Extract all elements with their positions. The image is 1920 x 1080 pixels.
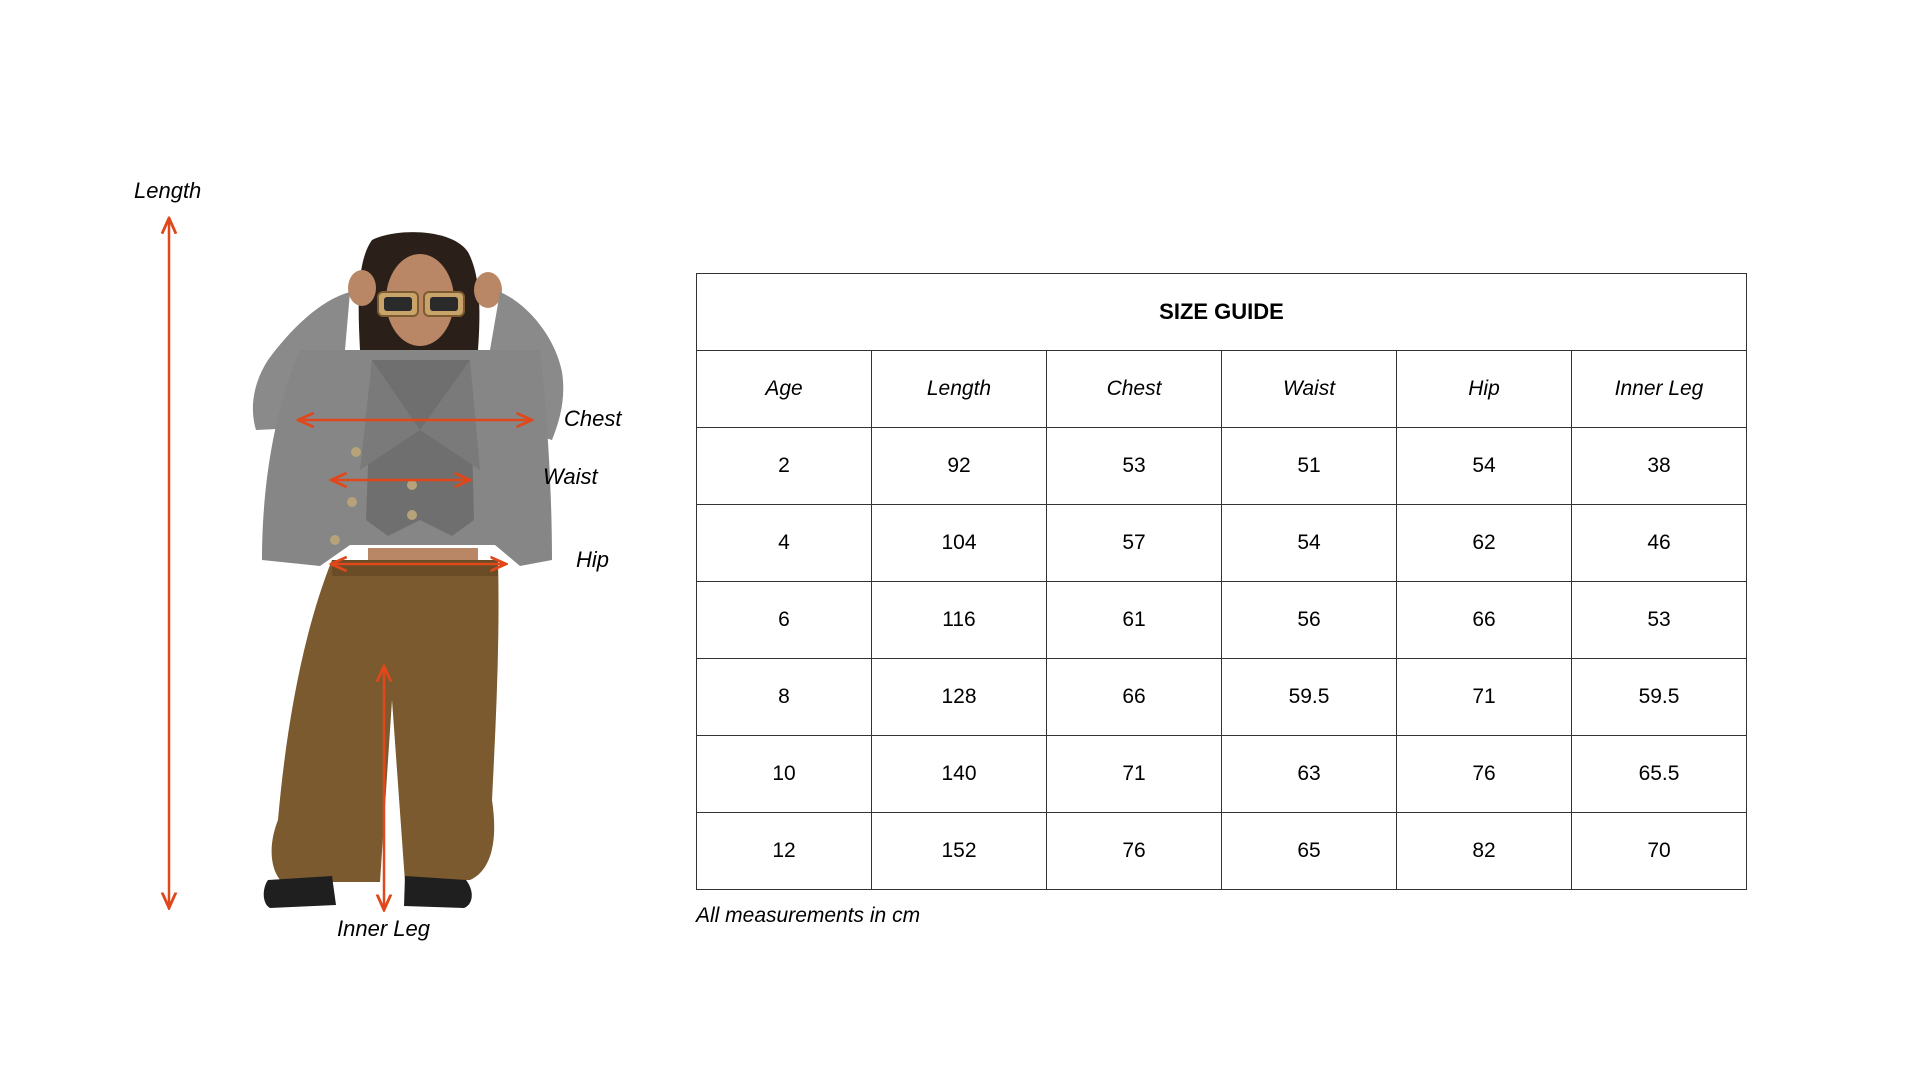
table-row [697,428,1747,505]
table-cell: 53 [1572,582,1747,659]
table-row [697,813,1747,890]
table-cell: 4 [697,505,872,582]
table-cell: 76 [1047,813,1222,890]
table-cell: 63 [1222,736,1397,813]
table-cell: 54 [1222,505,1397,582]
table-row [697,736,1747,813]
table-cell: 116 [872,582,1047,659]
measurement-figure [0,0,680,1080]
table-cell: 53 [1047,428,1222,505]
table-cell: 54 [1397,428,1572,505]
table-cell: 6 [697,582,872,659]
table-cell: 71 [1397,659,1572,736]
header-age: Age [697,351,872,428]
table-cell: 104 [872,505,1047,582]
header-row [697,351,1747,428]
table-cell: 62 [1397,505,1572,582]
table-cell: 38 [1572,428,1747,505]
table-cell: 59.5 [1222,659,1397,736]
table-row [697,582,1747,659]
measurement-footnote: All measurements in cm [696,904,921,927]
header-waist: Waist [1222,351,1397,428]
header-chest: Chest [1047,351,1222,428]
table-cell: 66 [1397,582,1572,659]
table-cell: 10 [697,736,872,813]
table-cell: 56 [1222,582,1397,659]
chest-label: Chest [564,406,622,431]
table-cell: 70 [1572,813,1747,890]
title-row [697,274,1747,351]
length-label: Length [134,178,202,203]
waist-label: Waist [543,464,598,489]
size-guide-title: SIZE GUIDE [697,274,1747,351]
header-inner-leg: Inner Leg [1572,351,1747,428]
table-cell: 59.5 [1572,659,1747,736]
table-cell: 65.5 [1572,736,1747,813]
inner-leg-label: Inner Leg [337,916,430,941]
table-cell: 57 [1047,505,1222,582]
table-cell: 76 [1397,736,1572,813]
table-cell: 152 [872,813,1047,890]
size-guide-table [696,273,1747,890]
table-cell: 46 [1572,505,1747,582]
table-cell: 92 [872,428,1047,505]
table-cell: 71 [1047,736,1222,813]
table-cell: 82 [1397,813,1572,890]
table-cell: 128 [872,659,1047,736]
table-cell: 66 [1047,659,1222,736]
header-length: Length [872,351,1047,428]
table-cell: 61 [1047,582,1222,659]
table-cell: 8 [697,659,872,736]
table-row [697,659,1747,736]
table-cell: 140 [872,736,1047,813]
hip-label: Hip [576,547,610,572]
table-cell: 2 [697,428,872,505]
table-cell: 12 [697,813,872,890]
header-hip: Hip [1397,351,1572,428]
table-row [697,505,1747,582]
table-cell: 51 [1222,428,1397,505]
table-cell: 65 [1222,813,1397,890]
